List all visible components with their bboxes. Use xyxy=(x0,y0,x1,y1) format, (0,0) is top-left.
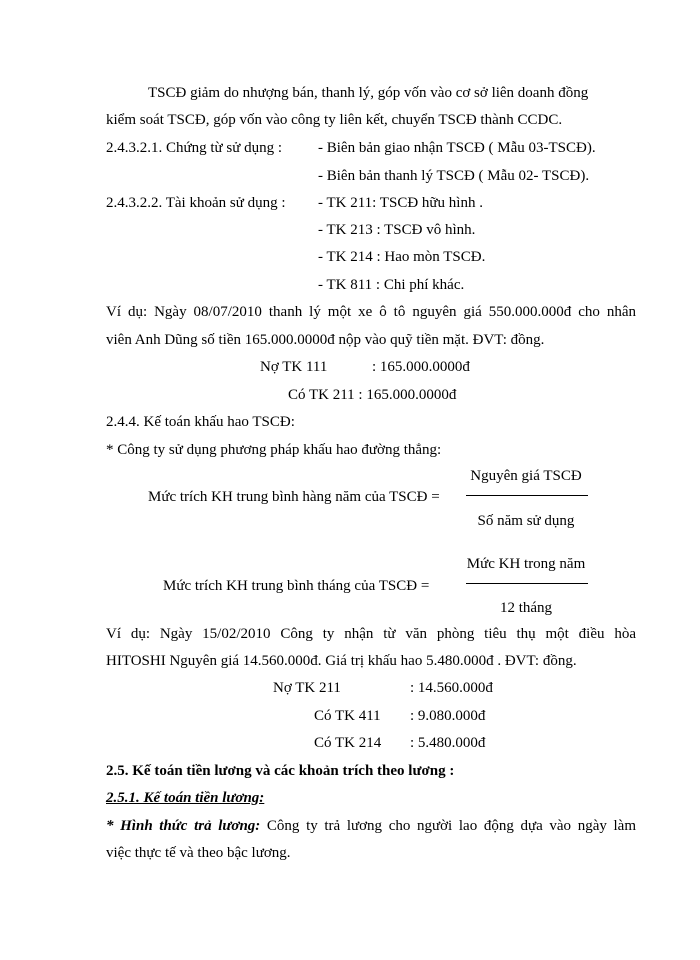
example-2-entry-account: Nợ TK 211 xyxy=(273,680,341,696)
section-2-5-1-heading: 2.5.1. Kế toán tiền lương: xyxy=(106,790,265,806)
section-2-4-3-2-2-heading: 2.4.3.2.2. Tài khoản sử dụng : xyxy=(106,195,286,211)
account-item: - TK 214 : Hao mòn TSCĐ. xyxy=(318,249,486,265)
example-1-debit-amount: : 165.000.0000đ xyxy=(372,359,470,375)
voucher-item: - Biên bản thanh lý TSCĐ ( Mẫu 02- TSCĐ). xyxy=(318,168,590,184)
example-1-line-2: viên Anh Dũng số tiền 165.000.0000đ nộp vào quỹ tiền mặt. ĐVT: đồng. xyxy=(106,332,545,348)
payment-form-line-2: việc thực tế và theo bậc lương. xyxy=(106,845,291,861)
example-1-line-1: Ví dụ: Ngày 08/07/2010 thanh lý một xe ô tô nguyên giá 550.000.000đ cho nhân xyxy=(106,304,636,320)
payment-form-label: * Hình thức trả lương: xyxy=(106,818,261,834)
formula-2-label: Mức trích KH trung bình tháng của TSCĐ = xyxy=(163,578,430,594)
formula-2-numerator: Mức KH trong năm xyxy=(466,556,586,572)
example-2-entry-amount: : 9.080.000đ xyxy=(410,708,486,724)
section-2-4-4-heading: 2.4.4. Kế toán khấu hao TSCĐ: xyxy=(106,414,295,430)
account-item: - TK 213 : TSCĐ vô hình. xyxy=(318,222,476,238)
example-1-debit-account: Nợ TK 111 xyxy=(260,359,328,375)
fraction-line xyxy=(466,583,588,584)
account-item: - TK 211: TSCĐ hữu hình . xyxy=(318,195,483,211)
formula-1-label: Mức trích KH trung bình hàng năm của TSCĐ = xyxy=(148,489,440,505)
account-item: - TK 811 : Chi phí khác. xyxy=(318,277,465,293)
payment-form-text: Công ty trả lương cho người lao động dựa vào ngày làm xyxy=(260,818,636,834)
example-2-entry-account: Có TK 411 xyxy=(314,708,381,724)
formula-2-denominator: 12 tháng xyxy=(499,600,553,616)
example-2-entry-account: Có TK 214 xyxy=(314,735,382,751)
formula-1-numerator: Nguyên giá TSCĐ xyxy=(470,468,582,484)
section-2-4-3-2-1-heading: 2.4.3.2.1. Chứng từ sử dụng : xyxy=(106,140,283,156)
example-2-line-2: HITOSHI Nguyên giá 14.560.000đ. Giá trị khấu hao 5.480.000đ . ĐVT: đồng. xyxy=(106,653,577,669)
formula-1-denominator: Số năm sử dụng xyxy=(477,513,575,529)
example-1-credit-entry: Có TK 211 : 165.000.0000đ xyxy=(288,387,457,403)
depreciation-method-note: * Công ty sử dụng phương pháp khấu hao đường thẳng: xyxy=(106,442,442,458)
example-2-entry-amount: : 5.480.000đ xyxy=(410,735,486,751)
section-2-5-heading: 2.5. Kế toán tiền lương và các khoản trích theo lương : xyxy=(106,763,455,779)
intro-line-2: kiểm soát TSCĐ, góp vốn vào công ty liên kết, chuyển TSCĐ thành CCDC. xyxy=(106,112,563,128)
example-2-entry-amount: : 14.560.000đ xyxy=(410,680,493,696)
payment-form-line-1 xyxy=(106,816,636,836)
example-2-line-1: Ví dụ: Ngày 15/02/2010 Công ty nhận từ văn phòng tiêu thụ một điều hòa xyxy=(106,626,636,642)
fraction-line xyxy=(466,495,588,496)
voucher-item: - Biên bản giao nhận TSCĐ ( Mẫu 03-TSCĐ). xyxy=(318,140,596,156)
intro-line-1: TSCĐ giảm do nhượng bán, thanh lý, góp vốn vào cơ sở liên doanh đồng xyxy=(148,85,589,101)
